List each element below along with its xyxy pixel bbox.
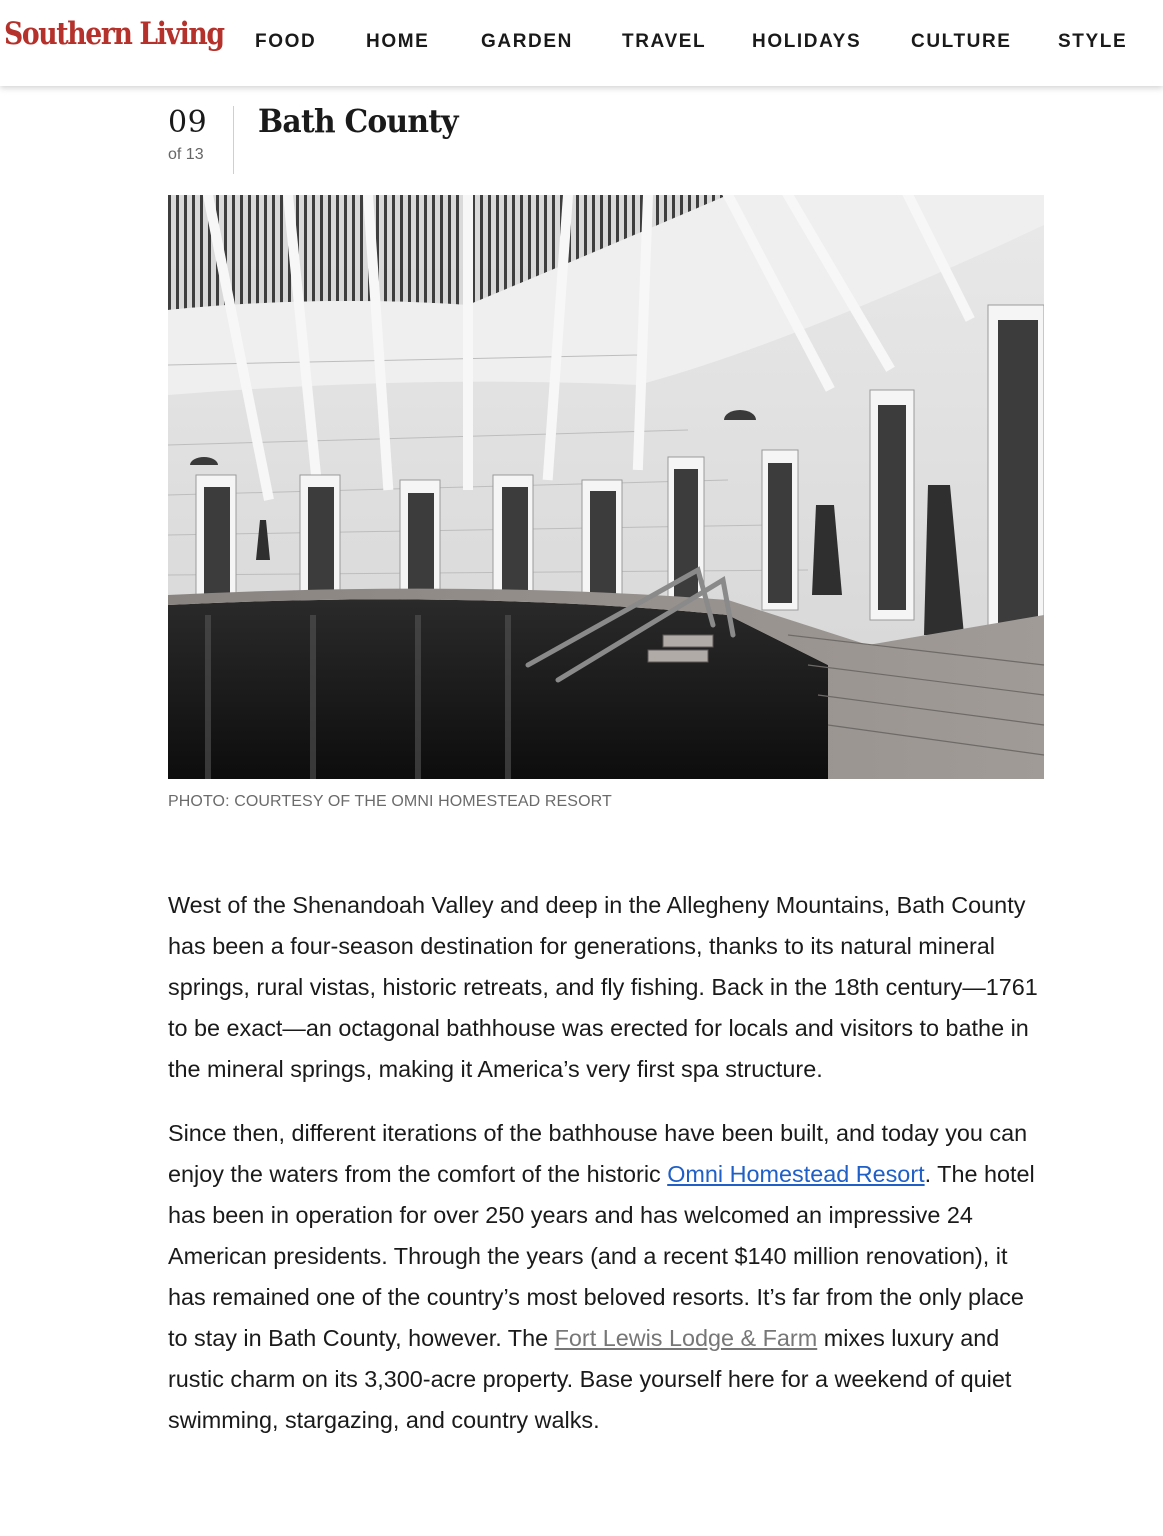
nav-item-culture[interactable]: CULTURE [911,31,1012,52]
slide-title: Bath County [258,102,458,140]
nav-item-style[interactable]: STYLE [1058,31,1128,52]
photo-credit: PHOTO: COURTESY OF THE OMNI HOMESTEAD RESORT [168,793,612,810]
slide-total: of 13 [168,146,204,163]
omni-homestead-link[interactable]: Omni Homestead Resort [667,1161,925,1187]
paragraph-text: . The hotel has been in operation for over 250 years and has welcomed an impressive 24 American presidents. Through the years (and a recent $140 million renovation), it has remained one of the country’s most beloved resorts. It’s far from the only place to stay in Bath County, however. The [168,1161,1035,1351]
article-paragraph-1: West of the Shenandoah Valley and deep in the Allegheny Mountains, Bath County has been a four-season destination for generations, thanks to its natural mineral springs, rural vistas, historic retreats, and fly fishing. Back in the 18th century—1761 to be exact—an octagonal bathhouse was erected for locals and visitors to bathe in the mineral springs, making it America’s very first spa structure. [168,892,1038,1082]
nav-item-home[interactable]: HOME [366,31,430,52]
paragraph-text: mixes luxury and rustic charm on its 3,300-acre property. Base yourself here for a weekend of quiet swimming, stargazing, and country walks. [168,1325,1012,1433]
main-nav [0,31,1163,55]
paragraph-text: Since then, different iterations of the bathhouse have been built, and today you can enjoy the waters from the comfort of the historic [168,1120,1028,1187]
article-paragraph-2 [168,1113,1048,1441]
nav-item-food[interactable]: FOOD [255,31,317,52]
bathhouse-photo [168,195,1044,779]
nav-item-holidays[interactable]: HOLIDAYS [752,31,862,52]
nav-item-travel[interactable]: TRAVEL [622,31,707,52]
nav-item-garden[interactable]: GARDEN [481,31,573,52]
article-body [168,885,1048,1464]
fort-lewis-lodge-link[interactable]: Fort Lewis Lodge & Farm [554,1325,818,1351]
site-logo[interactable]: Southern Living [4,16,224,52]
slide-number: 09 [168,105,208,140]
site-header [0,0,1163,86]
slide-counter [168,106,234,174]
